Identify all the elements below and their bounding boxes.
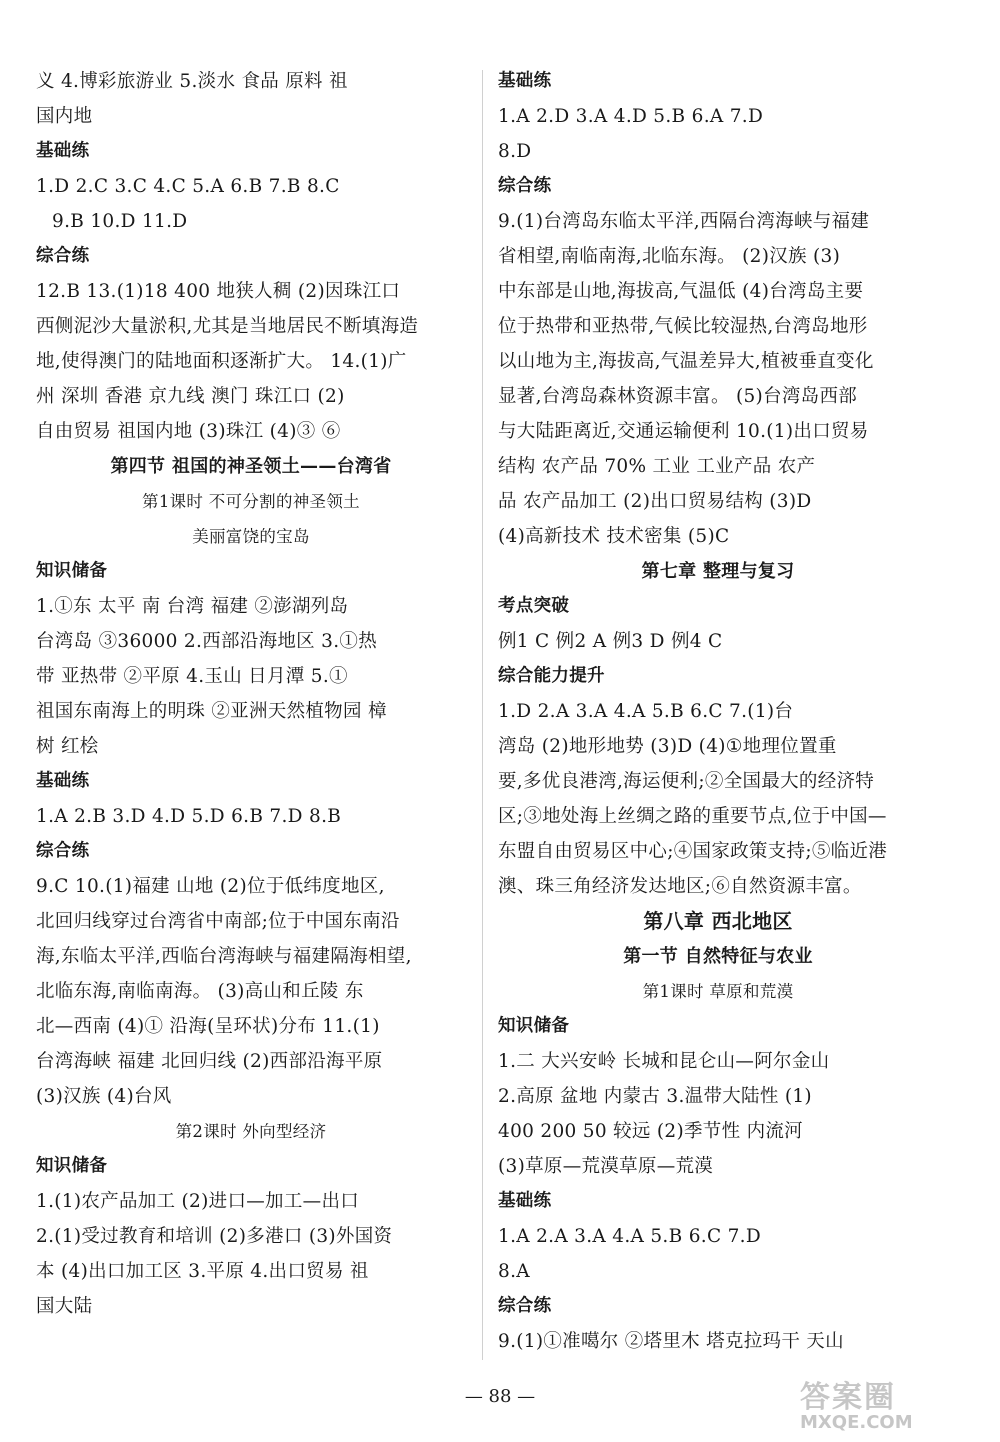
answer-line: 义 4.博彩旅游业 5.淡水 食品 原料 祖 xyxy=(36,71,348,92)
answer-line: 带 亚热带 ②平原 4.玉山 日月潭 5.① xyxy=(36,666,348,687)
column-divider xyxy=(482,70,483,1360)
answer-line: 中东部是山地,海拔高,气温低 (4)台湾岛主要 xyxy=(498,281,864,302)
section-heading-zhishi: 知识储备 xyxy=(36,1156,108,1176)
page-number: — 88 — xyxy=(464,1386,536,1407)
answer-line: 西侧泥沙大量淤积,尤其是当地居民不断填海造 xyxy=(36,316,419,337)
answer-line: 2.(1)受过教育和培训 (2)多港口 (3)外国资 xyxy=(36,1226,393,1247)
answer-line: 结构 农产品 70% 工业 工业产品 农产 xyxy=(498,456,816,477)
section-heading-jichu: 基础练 xyxy=(498,71,552,91)
chapter-title: 第八章 西北地区 xyxy=(643,909,793,933)
answer-line: 显著,台湾岛森林资源丰富。 (5)台湾岛西部 xyxy=(498,386,858,407)
section-heading-zhishi: 知识储备 xyxy=(498,1016,570,1036)
answer-line: 1.A 2.D 3.A 4.D 5.B 6.A 7.D xyxy=(498,106,764,127)
answer-line: 要,多优良港湾,海运便利;②全国最大的经济特 xyxy=(498,771,875,792)
section-heading-kaodian: 考点突破 xyxy=(498,596,570,616)
answer-line: (4)高新技术 技术密集 (5)C xyxy=(498,526,730,547)
answer-line: 区;③地处海上丝绸之路的重要节点,位于中国— xyxy=(498,806,887,827)
lesson-title: 第1课时 草原和荒漠 xyxy=(642,982,794,1001)
answer-line: 地,使得澳门的陆地面积逐渐扩大。 14.(1)广 xyxy=(36,351,407,372)
answer-line: 1.D 2.C 3.C 4.C 5.A 6.B 7.B 8.C xyxy=(36,176,340,197)
answer-line: 东盟自由贸易区中心;④国家政策支持;⑤临近港 xyxy=(498,841,888,862)
answer-line: 9.(1)台湾岛东临太平洋,西隔台湾海峡与福建 xyxy=(498,211,870,232)
answer-line: 9.B 10.D 11.D xyxy=(52,211,188,232)
answer-line: 湾岛 (2)地形地势 (3)D (4)①地理位置重 xyxy=(498,736,837,757)
answer-line: 北回归线穿过台湾省中南部;位于中国东南沿 xyxy=(36,911,400,932)
site-watermark xyxy=(800,1372,990,1436)
section-heading-zonghe-nengli: 综合能力提升 xyxy=(498,666,605,686)
lesson-title: 第2课时 外向型经济 xyxy=(175,1122,327,1141)
lesson-subtitle: 美丽富饶的宝岛 xyxy=(192,527,310,546)
answer-line: 澳、珠三角经济发达地区;⑥自然资源丰富。 xyxy=(498,876,862,897)
answer-line: 2.高原 盆地 内蒙古 3.温带大陆性 (1) xyxy=(498,1086,812,1107)
right-column xyxy=(498,64,938,1359)
watermark-url: MXQE.COM xyxy=(800,1412,913,1433)
answer-line: 台湾海峡 福建 北回归线 (2)西部沿海平原 xyxy=(36,1051,383,1072)
answer-line: 州 深圳 香港 京九线 澳门 珠江口 (2) xyxy=(36,386,345,407)
answer-line: 9.(1)①准噶尔 ②塔里木 塔克拉玛干 天山 xyxy=(498,1331,844,1352)
section-heading-zonghe: 综合练 xyxy=(498,1296,552,1316)
section-heading-jichu: 基础练 xyxy=(36,771,90,791)
answer-line: 本 (4)出口加工区 3.平原 4.出口贸易 祖 xyxy=(36,1261,369,1282)
section-title: 第一节 自然特征与农业 xyxy=(623,946,813,967)
left-column xyxy=(36,64,466,1324)
answer-line: 北临东海,南临南海。 (3)高山和丘陵 东 xyxy=(36,981,364,1002)
answer-line: 例1 C 例2 A 例3 D 例4 C xyxy=(498,631,723,652)
answer-line: 海,东临太平洋,西临台湾海峡与福建隔海相望, xyxy=(36,946,412,967)
answer-line: (3)草原—荒漠草原—荒漠 xyxy=(498,1156,714,1177)
answer-line: 8.A xyxy=(498,1261,530,1282)
answer-line: 1.D 2.A 3.A 4.A 5.B 6.C 7.(1)台 xyxy=(498,701,794,722)
answer-line: 8.D xyxy=(498,141,532,162)
section-heading-zonghe: 综合练 xyxy=(498,176,552,196)
answer-line: (3)汉族 (4)台风 xyxy=(36,1086,172,1107)
answer-line: 12.B 13.(1)18 400 地狭人稠 (2)因珠江口 xyxy=(36,281,401,302)
answer-line: 位于热带和亚热带,气候比较湿热,台湾岛地形 xyxy=(498,316,868,337)
answer-line: 9.C 10.(1)福建 山地 (2)位于低纬度地区, xyxy=(36,876,385,897)
answer-line: 祖国东南海上的明珠 ②亚洲天然植物园 樟 xyxy=(36,701,387,722)
answer-line: 北—西南 (4)① 沿海(呈环状)分布 11.(1) xyxy=(36,1016,380,1037)
section-title: 第四节 祖国的神圣领土——台湾省 xyxy=(110,456,392,477)
section-heading-zonghe: 综合练 xyxy=(36,841,90,861)
answer-line: 1.(1)农产品加工 (2)进口—加工—出口 xyxy=(36,1191,360,1212)
section-heading-jichu: 基础练 xyxy=(498,1191,552,1211)
answer-line: 1.A 2.B 3.D 4.D 5.D 6.B 7.D 8.B xyxy=(36,806,342,827)
answer-line: 台湾岛 ③36000 2.西部沿海地区 3.①热 xyxy=(36,631,377,652)
answer-line: 国内地 xyxy=(36,106,93,127)
answer-line: 树 红桧 xyxy=(36,736,99,757)
answer-line: 自由贸易 祖国内地 (3)珠江 (4)③ ⑥ xyxy=(36,421,341,442)
answer-line: 与大陆距离近,交通运输便利 10.(1)出口贸易 xyxy=(498,421,869,442)
answer-line: 品 农产品加工 (2)出口贸易结构 (3)D xyxy=(498,491,812,512)
chapter-review-title: 第七章 整理与复习 xyxy=(641,561,795,582)
answer-line: 400 200 50 较远 (2)季节性 内流河 xyxy=(498,1121,803,1142)
lesson-title: 第1课时 不可分割的神圣领土 xyxy=(142,492,360,511)
watermark-logo: 答案圈 xyxy=(800,1380,896,1415)
answer-line: 1.A 2.A 3.A 4.A 5.B 6.C 7.D xyxy=(498,1226,761,1247)
answer-line: 国大陆 xyxy=(36,1296,93,1317)
section-heading-zhishi: 知识储备 xyxy=(36,561,108,581)
answer-line: 1.①东 太平 南 台湾 福建 ②澎湖列岛 xyxy=(36,596,349,617)
section-heading-jichu: 基础练 xyxy=(36,141,90,161)
section-heading-zonghe: 综合练 xyxy=(36,246,90,266)
answer-line: 省相望,南临南海,北临东海。 (2)汉族 (3) xyxy=(498,246,841,267)
answer-line: 1.二 大兴安岭 长城和昆仑山—阿尔金山 xyxy=(498,1051,830,1072)
answer-line: 以山地为主,海拔高,气温差异大,植被垂直变化 xyxy=(498,351,874,372)
